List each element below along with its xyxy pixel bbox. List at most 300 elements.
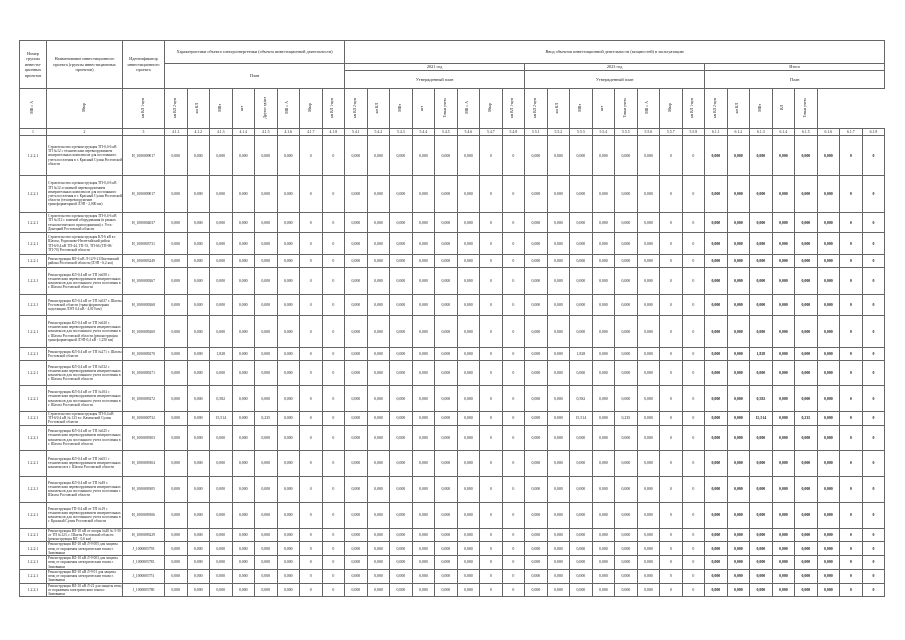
- row-value-g3: 0: [660, 233, 683, 255]
- row-value-g1: 0,000: [187, 450, 210, 476]
- row-value-g2: 0,000: [412, 233, 435, 255]
- row-value-g1: 0: [322, 528, 345, 542]
- row-value-g1: 0,000: [165, 542, 188, 556]
- row-value-g4: 0,000: [727, 316, 750, 348]
- row-value-g3: 0,000: [570, 556, 593, 570]
- row-value-g4: 0: [862, 316, 885, 348]
- row-value-g1: 0,000: [277, 316, 300, 348]
- column-number: 5.5.2: [547, 129, 570, 136]
- row-value-g2: 0,000: [345, 476, 368, 502]
- row-value-g1: 0,000: [187, 136, 210, 176]
- row-value-g2: 0,000: [412, 255, 435, 268]
- column-number: 5.5.3: [570, 129, 593, 136]
- row-value-g2: 0,000: [412, 569, 435, 583]
- row-value-g4: 0,000: [727, 528, 750, 542]
- row-value-g1: 0: [322, 295, 345, 316]
- row-value-g3: 0,000: [615, 176, 638, 213]
- row-value-g3: 0,000: [525, 136, 548, 176]
- header-plan-2021: Утвержденный план: [345, 71, 525, 89]
- row-value-g1: 0,000: [210, 361, 233, 386]
- row-value-g1: 0,582: [210, 386, 233, 412]
- row-value-g3: 0,000: [592, 176, 615, 213]
- row-value-g2: 0,000: [345, 268, 368, 295]
- row-value-g3: 0,000: [570, 425, 593, 450]
- row-value-g3: 0: [682, 213, 705, 233]
- row-value-g4: 0,000: [795, 233, 818, 255]
- row-value-g1: 0,000: [232, 502, 255, 528]
- row-value-g3: 0,000: [547, 348, 570, 361]
- row-value-g4: 0,000: [772, 255, 795, 268]
- row-value-g4: 0,000: [705, 386, 728, 412]
- row-value-g4: 0: [862, 476, 885, 502]
- row-value-g3: 0,000: [570, 176, 593, 213]
- row-value-g4: 0: [862, 425, 885, 450]
- row-value-g4: 0: [862, 556, 885, 570]
- row-value-g1: 0,000: [255, 502, 278, 528]
- subheader-g4-8: [795, 89, 818, 129]
- row-value-g3: 0: [660, 569, 683, 583]
- row-value-g1: 0,000: [255, 176, 278, 213]
- row-value-g3: 0,000: [615, 213, 638, 233]
- row-value-g4: 0,000: [772, 136, 795, 176]
- row-value-g2: 0: [502, 502, 525, 528]
- row-value-g4: 0,000: [727, 136, 750, 176]
- row-value-g4: 0,000: [817, 542, 840, 556]
- row-value-g4: 0: [840, 476, 863, 502]
- subheader-label: км КЛ: [375, 102, 380, 113]
- row-value-g4: 0,000: [795, 295, 818, 316]
- row-value-g1: 0,000: [232, 255, 255, 268]
- row-value-g3: 0,000: [570, 569, 593, 583]
- row-value-g3: 0,000: [525, 213, 548, 233]
- row-value-g2: 0: [480, 348, 503, 361]
- row-value-g2: 0: [502, 268, 525, 295]
- row-value-g4: 0: [862, 450, 885, 476]
- row-value-g4: 0: [840, 213, 863, 233]
- row-value-g3: 0: [660, 348, 683, 361]
- subheader-label: км КЛ: [735, 102, 740, 113]
- table-row: [20, 425, 885, 450]
- row-project-id: Н_1000009268: [123, 295, 165, 316]
- row-value-g1: 0,000: [232, 176, 255, 213]
- row-value-g2: 0,000: [457, 176, 480, 213]
- row-value-g3: 0: [682, 412, 705, 426]
- row-project-name: Реконструкция ВЛ-10 кВ Л-9 01 для защиты птиц от поражения электрическим током г. Зимовники: [47, 569, 123, 583]
- row-value-g3: 0,000: [525, 348, 548, 361]
- row-value-g3: 0,000: [637, 176, 660, 213]
- row-value-g2: 0,000: [435, 176, 458, 213]
- row-value-g3: 0,000: [525, 268, 548, 295]
- row-value-g2: 0,000: [367, 569, 390, 583]
- row-value-g4: 0,000: [772, 450, 795, 476]
- row-value-g2: 0,000: [412, 295, 435, 316]
- subheader-g4-1: [637, 89, 660, 129]
- row-project-id: Н_1000009267: [123, 268, 165, 295]
- column-number: 5.4.3: [390, 129, 413, 136]
- row-value-g4: 0: [840, 583, 863, 597]
- row-value-g4: 0,000: [705, 450, 728, 476]
- row-project-id: Ј_1000005751: [123, 569, 165, 583]
- row-value-g2: 0: [480, 361, 503, 386]
- row-value-g4: 0,000: [817, 425, 840, 450]
- row-value-g4: 0,000: [772, 528, 795, 542]
- row-value-g1: 0,000: [165, 386, 188, 412]
- row-value-g3: 0,000: [570, 316, 593, 348]
- row-value-g2: 0,000: [345, 569, 368, 583]
- row-value-g1: 0,000: [232, 295, 255, 316]
- row-value-g4: 0,000: [795, 255, 818, 268]
- row-value-g4: 0,000: [795, 348, 818, 361]
- row-value-g2: 0,000: [345, 412, 368, 426]
- row-value-g2: 0,000: [412, 348, 435, 361]
- row-value-g2: 0,000: [457, 528, 480, 542]
- subheader-label: Мвар: [81, 103, 86, 113]
- row-value-g3: 0,000: [592, 386, 615, 412]
- row-value-g1: 0,000: [210, 255, 233, 268]
- row-value-g3: 0: [682, 556, 705, 570]
- row-group-number: 1.2.2.1: [20, 176, 47, 213]
- row-value-g1: 0: [300, 316, 323, 348]
- row-value-g4: 0,000: [727, 450, 750, 476]
- row-value-g2: 0,000: [367, 556, 390, 570]
- row-value-g1: 0: [300, 450, 323, 476]
- subheader-g2-8: [435, 89, 458, 129]
- row-value-g1: 0,000: [232, 450, 255, 476]
- row-value-g4: 0: [840, 348, 863, 361]
- row-value-g1: 0,000: [165, 176, 188, 213]
- row-value-g4: 0,000: [772, 425, 795, 450]
- row-value-g1: 0,000: [187, 213, 210, 233]
- row-value-g2: 0,000: [367, 361, 390, 386]
- row-value-g4: 0,000: [772, 316, 795, 348]
- row-value-g4: 0,000: [817, 556, 840, 570]
- row-value-g3: 0,000: [615, 348, 638, 361]
- row-value-g4: 0,000: [705, 502, 728, 528]
- row-value-g3: 0: [660, 386, 683, 412]
- row-value-g3: 0,000: [637, 361, 660, 386]
- row-value-g2: 0: [480, 255, 503, 268]
- row-project-name: Реконструкция ВЛ-10 кВ от опоры №40 № 5-50 от ТП №123, г. Шахты Ростовской области (реконструкция ВЛ - 0,6 км): [48, 528, 121, 542]
- row-value-g4: 0,000: [772, 213, 795, 233]
- subheader-g1-2: [47, 89, 123, 129]
- row-value-g4: 0: [862, 412, 885, 426]
- row-value-g4: 0,000: [727, 213, 750, 233]
- row-value-g1: 0,000: [277, 528, 300, 542]
- row-value-g1: 0,000: [277, 556, 300, 570]
- row-value-g4: 0,000: [817, 268, 840, 295]
- column-number: 5.4.5: [435, 129, 458, 136]
- row-value-g3: 0,000: [570, 361, 593, 386]
- row-value-g1: 0,000: [277, 450, 300, 476]
- row-value-g1: 0,000: [187, 386, 210, 412]
- column-number: 6.1.3: [750, 129, 773, 136]
- row-value-g2: 0: [502, 213, 525, 233]
- row-value-g4: 0,000: [817, 386, 840, 412]
- row-value-g1: 0,000: [232, 425, 255, 450]
- row-value-g4: 0,000: [817, 583, 840, 597]
- row-value-g4: 0,000: [817, 233, 840, 255]
- row-value-g1: 0,000: [165, 502, 188, 528]
- row-value-g4: 0,000: [817, 295, 840, 316]
- row-value-g3: 0: [682, 502, 705, 528]
- row-project-id: Н_1000009303: [123, 425, 165, 450]
- row-group-number: 1.2.2.1: [20, 476, 47, 502]
- row-value-g4: 0,000: [750, 569, 773, 583]
- row-value-g3: 0: [660, 528, 683, 542]
- row-value-g3: 0,000: [525, 425, 548, 450]
- row-value-g3: 0,000: [525, 255, 548, 268]
- row-value-g4: 0: [840, 268, 863, 295]
- row-value-g1: 15,514: [210, 412, 233, 426]
- row-value-g4: 0,000: [772, 556, 795, 570]
- row-value-g1: 0: [322, 213, 345, 233]
- row-value-g1: 0,000: [210, 476, 233, 502]
- row-value-g3: 0,000: [547, 233, 570, 255]
- row-value-g1: 0,000: [187, 542, 210, 556]
- table-row: [20, 348, 885, 361]
- column-number: 5.4.6: [457, 129, 480, 136]
- row-value-g1: 0,000: [255, 583, 278, 597]
- row-value-g3: 0,000: [547, 361, 570, 386]
- row-value-g2: 0,000: [435, 476, 458, 502]
- subheader-g4-2: [660, 89, 683, 129]
- row-value-g4: 0,000: [750, 556, 773, 570]
- row-group-number: 1.2.2.1: [20, 316, 47, 348]
- row-value-g3: 0: [660, 542, 683, 556]
- row-value-g4: 0,000: [772, 476, 795, 502]
- row-value-g4: 0: [840, 295, 863, 316]
- row-value-g2: 0,000: [412, 502, 435, 528]
- row-value-g2: 0,000: [367, 450, 390, 476]
- column-number: 3: [123, 129, 165, 136]
- row-value-g4: 0,000: [750, 425, 773, 450]
- row-value-g2: 0,000: [390, 361, 413, 386]
- row-value-g2: 0,000: [435, 268, 458, 295]
- row-group-number: 1.2.2.1: [20, 268, 47, 295]
- row-value-g4: 0,000: [817, 412, 840, 426]
- row-value-g3: 0,000: [547, 213, 570, 233]
- row-value-g4: 0,000: [705, 316, 728, 348]
- column-number: 4.1.6: [277, 129, 300, 136]
- row-value-g4: 0,000: [772, 502, 795, 528]
- row-value-g2: 0,000: [457, 348, 480, 361]
- row-value-g3: 0: [682, 542, 705, 556]
- column-number: 5.5.7: [660, 129, 683, 136]
- row-value-g1: 0: [322, 233, 345, 255]
- row-value-g2: 0,000: [457, 425, 480, 450]
- row-value-g3: 0: [682, 425, 705, 450]
- row-value-g4: 0,000: [795, 556, 818, 570]
- row-project-id: Н_1000009269: [123, 316, 165, 348]
- row-value-g2: 0,000: [435, 213, 458, 233]
- row-value-g3: 0,000: [615, 255, 638, 268]
- row-project-name: Реконструкция КЛ-0,4 кВ от ТП №104 с техническим перевооружением измерительных комплексов для постоянного учета поселения в г. Шахты Ростовской области: [47, 386, 123, 412]
- row-value-g3: 0,000: [547, 268, 570, 295]
- row-value-g3: 0,000: [570, 233, 593, 255]
- row-value-g1: 0: [300, 569, 323, 583]
- row-value-g4: 0,000: [727, 348, 750, 361]
- table-row: [20, 213, 885, 233]
- row-value-g1: 0,000: [187, 348, 210, 361]
- row-value-g2: 0,000: [390, 316, 413, 348]
- subheader-g3-3: [502, 89, 525, 129]
- row-value-g3: 0,000: [592, 136, 615, 176]
- column-number: 6.1.6: [817, 129, 840, 136]
- row-value-g4: 0: [862, 233, 885, 255]
- subheader-g1-1: [20, 89, 47, 129]
- row-value-g1: 0: [322, 348, 345, 361]
- row-project-id: Н_1000009272: [123, 386, 165, 412]
- row-value-g3: 0,000: [547, 412, 570, 426]
- row-value-g4: 0,000: [817, 176, 840, 213]
- row-value-g4: 0,000: [772, 233, 795, 255]
- row-value-g1: 0,000: [277, 268, 300, 295]
- row-group-number: 1.2.2.1: [20, 136, 47, 176]
- row-value-g4: 0,000: [705, 556, 728, 570]
- table-row: [20, 295, 885, 316]
- row-value-g1: 0,000: [255, 348, 278, 361]
- row-value-g1: 0: [300, 386, 323, 412]
- row-value-g4: 0,000: [750, 450, 773, 476]
- row-value-g2: 0,000: [412, 528, 435, 542]
- column-number: 6.1.5: [795, 129, 818, 136]
- row-value-g4: 0,000: [795, 569, 818, 583]
- row-value-g2: 0,000: [345, 255, 368, 268]
- row-value-g3: 0: [682, 361, 705, 386]
- subheader-g3-8: [615, 89, 638, 129]
- row-value-g3: 0,000: [592, 213, 615, 233]
- row-value-g2: 0,000: [345, 176, 368, 213]
- row-value-g4: 0: [840, 136, 863, 176]
- row-value-g2: 0: [480, 583, 503, 597]
- row-value-g4: 0,000: [817, 476, 840, 502]
- row-value-g2: 0,000: [435, 542, 458, 556]
- row-value-g4: 0: [862, 502, 885, 528]
- row-value-g3: 0,000: [525, 528, 548, 542]
- row-value-g2: 0,000: [390, 176, 413, 213]
- subheader-label: шт: [600, 105, 605, 111]
- row-value-g4: 0,000: [817, 528, 840, 542]
- row-value-g3: 0,000: [525, 412, 548, 426]
- row-value-g2: 0: [480, 213, 503, 233]
- row-value-g3: 0,000: [615, 476, 638, 502]
- row-value-g4: 0,000: [817, 316, 840, 348]
- row-value-g2: 0: [502, 425, 525, 450]
- row-value-g1: 0: [300, 542, 323, 556]
- row-value-g1: 0: [322, 136, 345, 176]
- row-value-g1: 0,000: [210, 556, 233, 570]
- row-value-g2: 0: [480, 176, 503, 213]
- header-total: Итого: [705, 64, 885, 71]
- row-value-g3: 0,000: [570, 502, 593, 528]
- subheader-label: МВт: [577, 104, 582, 112]
- row-value-g1: 0,000: [277, 502, 300, 528]
- row-value-g2: 0,000: [435, 425, 458, 450]
- row-value-g3: 0,000: [637, 502, 660, 528]
- row-value-g1: 0,000: [232, 583, 255, 597]
- row-value-g1: 0: [322, 583, 345, 597]
- row-value-g2: 0,000: [457, 476, 480, 502]
- row-value-g4: 0,000: [750, 528, 773, 542]
- row-value-g2: 0,000: [435, 412, 458, 426]
- row-value-g1: 0,000: [255, 476, 278, 502]
- row-value-g2: 0: [502, 476, 525, 502]
- row-value-g1: 0,000: [277, 361, 300, 386]
- row-value-g2: 0: [502, 569, 525, 583]
- row-value-g1: 0: [322, 502, 345, 528]
- column-number: 4.1.2: [187, 129, 210, 136]
- row-value-g1: 0,000: [210, 316, 233, 348]
- row-value-g2: 0,000: [390, 268, 413, 295]
- row-value-g1: 0: [300, 502, 323, 528]
- row-value-g2: 0: [480, 528, 503, 542]
- row-value-g4: 0,000: [795, 502, 818, 528]
- row-value-g1: 0: [300, 476, 323, 502]
- row-value-g2: 0,000: [457, 450, 480, 476]
- row-value-g3: 0,000: [615, 233, 638, 255]
- row-value-g4: 0,000: [750, 542, 773, 556]
- row-value-g3: 0,000: [637, 556, 660, 570]
- row-project-name: Реконструкция ВЛ-6 кВ Л-12/9-2 Шахтинский района Ростовской области (ЛЭП - 6,2 км): [47, 255, 123, 268]
- row-value-g4: 0: [840, 450, 863, 476]
- row-value-g3: 0,000: [547, 316, 570, 348]
- row-value-g3: 0,000: [637, 569, 660, 583]
- row-value-g2: 0,000: [345, 556, 368, 570]
- row-value-g2: 0,000: [345, 528, 368, 542]
- row-value-g3: 15,514: [570, 412, 593, 426]
- subheader-g3-2: [480, 89, 503, 129]
- row-value-g3: 0: [682, 255, 705, 268]
- row-project-id: Ј_1000005783: [123, 556, 165, 570]
- row-value-g1: 0,000: [210, 502, 233, 528]
- row-value-g2: 0,000: [345, 213, 368, 233]
- column-number: 2: [47, 129, 123, 136]
- row-value-g2: 0,000: [367, 386, 390, 412]
- row-value-g1: 0,000: [277, 213, 300, 233]
- row-value-g3: 0,000: [570, 136, 593, 176]
- row-value-g2: 0: [502, 412, 525, 426]
- row-value-g2: 0,000: [390, 136, 413, 176]
- row-value-g4: 0,000: [705, 268, 728, 295]
- row-value-g4: 0,000: [750, 213, 773, 233]
- row-value-g2: 0,000: [345, 502, 368, 528]
- row-value-g3: 0,582: [570, 386, 593, 412]
- row-value-g3: 0,000: [592, 556, 615, 570]
- column-number: 5.4.2: [367, 129, 390, 136]
- row-value-g1: 0,000: [232, 233, 255, 255]
- row-value-g3: 0,000: [570, 476, 593, 502]
- row-value-g4: 0,000: [772, 569, 795, 583]
- row-project-name: Строительство и реконструкция ТП-0,4-6 кВ ТП №112 с заменой оборудования (в рамках технологического присоединения) г. Усть-Донецкий Ростовской области: [47, 213, 123, 233]
- row-value-g1: 0: [300, 268, 323, 295]
- row-value-g1: 0,000: [255, 136, 278, 176]
- row-value-g2: 0,000: [367, 502, 390, 528]
- column-number: 5.4.4: [412, 129, 435, 136]
- row-group-number: 1.2.2.1: [20, 361, 47, 386]
- row-value-g2: 0,000: [390, 528, 413, 542]
- row-value-g3: 0: [682, 528, 705, 542]
- row-value-g2: 0,000: [412, 386, 435, 412]
- row-value-g2: 0: [502, 386, 525, 412]
- table-row: [20, 233, 885, 255]
- subheader-label: км ВЛ 1-цеп: [330, 97, 335, 118]
- column-number: 6.1.7: [840, 129, 863, 136]
- row-value-g3: 0,000: [547, 542, 570, 556]
- row-value-g3: 0: [660, 502, 683, 528]
- row-value-g2: 0,000: [435, 255, 458, 268]
- row-value-g3: 0,000: [637, 476, 660, 502]
- row-value-g1: 0,000: [277, 233, 300, 255]
